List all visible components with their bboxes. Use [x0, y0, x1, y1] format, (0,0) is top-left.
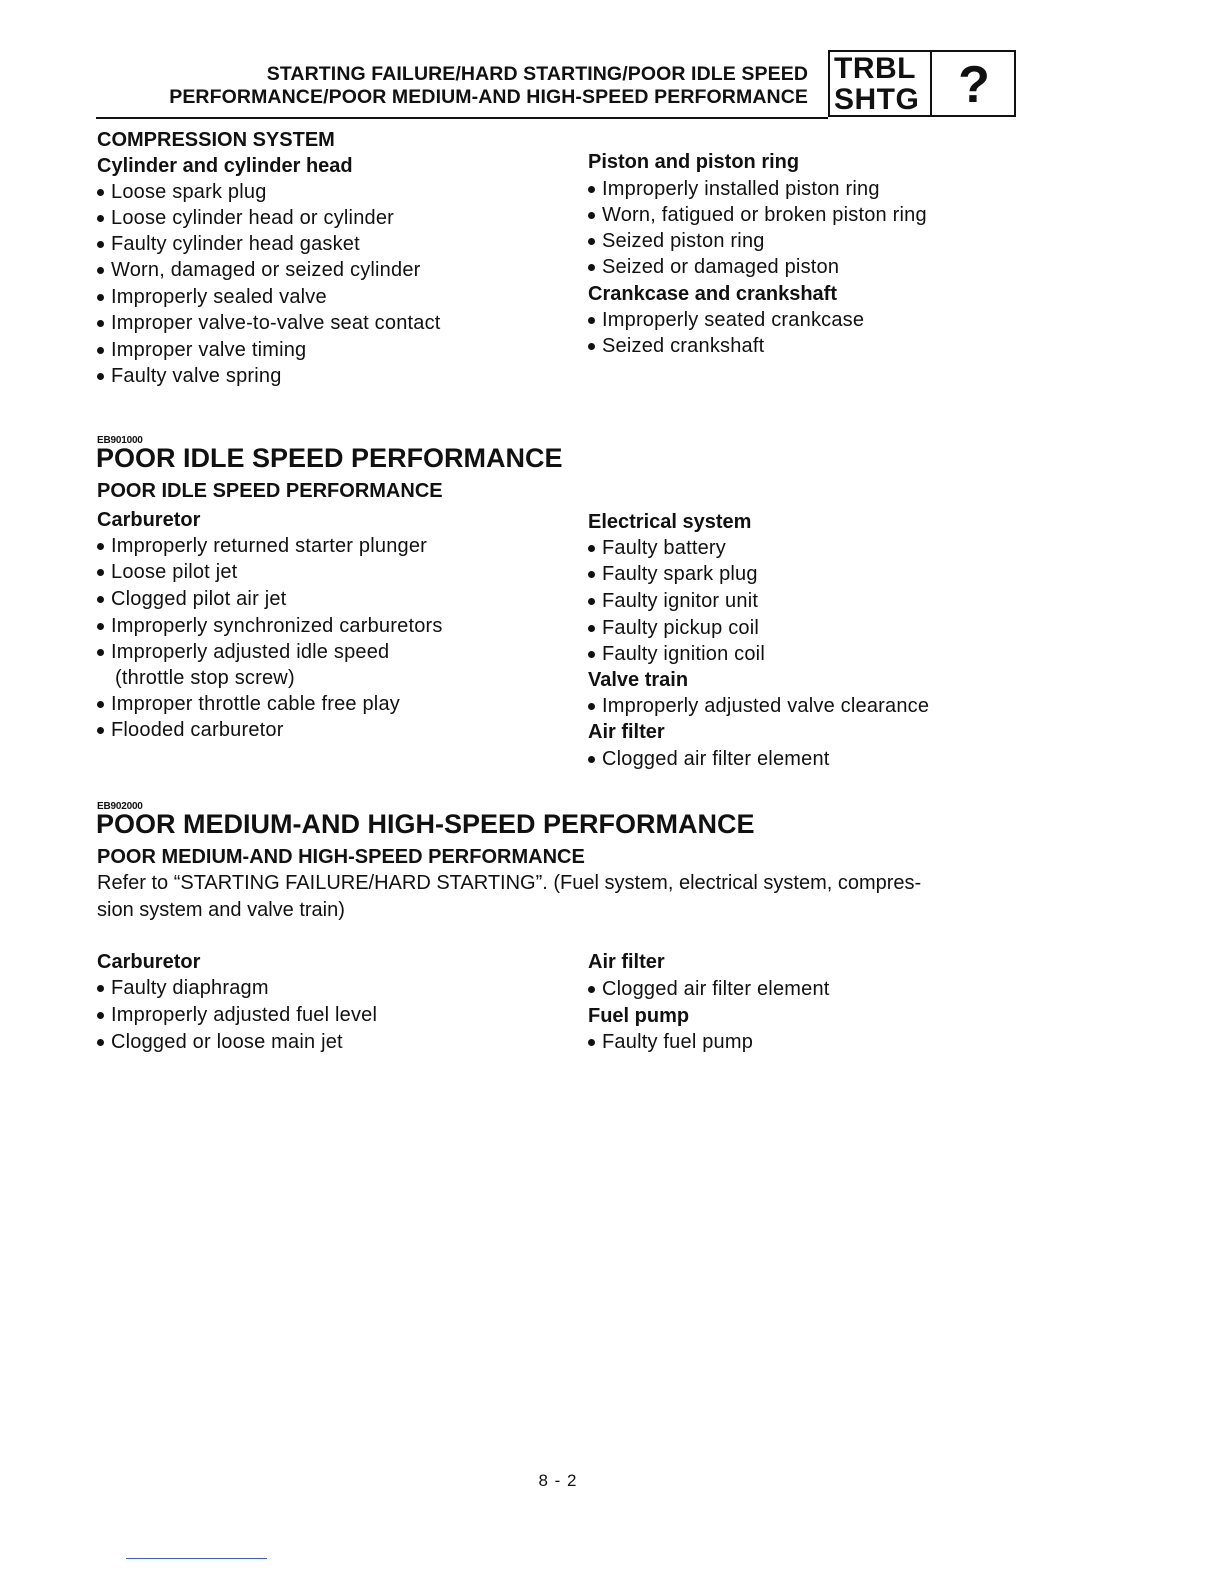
page-number: 8 - 2: [538, 1471, 578, 1490]
list-item: Faulty diaphragm: [97, 977, 269, 1000]
bullet-icon: [588, 651, 595, 658]
bullet-icon: [588, 343, 595, 350]
list-item: Seized crankshaft: [588, 335, 764, 358]
list-item: Improperly adjusted idle speed: [97, 641, 389, 664]
list-item: Improperly adjusted fuel level: [97, 1004, 377, 1027]
crankcase-heading: Crankcase and crankshaft: [588, 283, 838, 305]
list-item: Clogged air filter element: [588, 748, 830, 771]
bullet-icon: [97, 543, 104, 550]
mh-carburetor-heading: Carburetor: [97, 951, 201, 973]
badge-code-bottom: SHTG: [834, 83, 920, 116]
list-item: Faulty fuel pump: [588, 1031, 753, 1054]
list-item: Faulty cylinder head gasket: [97, 233, 360, 256]
idle-valve-train-heading: Valve train: [588, 669, 689, 691]
piston-heading: Piston and piston ring: [588, 151, 800, 173]
idle-electrical-heading: Electrical system: [588, 511, 752, 533]
list-item: Improperly returned starter plunger: [97, 535, 427, 558]
list-item: Improperly seated crankcase: [588, 309, 864, 332]
bullet-icon: [97, 189, 104, 196]
reference-paragraph-line-1: Refer to “STARTING FAILURE/HARD STARTING”. (Fuel system, electrical system, compres-: [97, 872, 922, 894]
list-item: Flooded carburetor: [97, 719, 284, 742]
list-item: Improperly installed piston ring: [588, 178, 880, 201]
list-item: Faulty pickup coil: [588, 617, 759, 640]
list-item: Clogged air filter element: [588, 978, 830, 1001]
list-item: Clogged or loose main jet: [97, 1031, 343, 1054]
medium-high-section-title: POOR MEDIUM-AND HIGH-SPEED PERFORMANCE: [96, 809, 755, 839]
list-item-continuation: (throttle stop screw): [115, 667, 295, 689]
badge-divider: [930, 52, 932, 115]
list-item: Improper valve-to-valve seat contact: [97, 312, 441, 335]
list-item: Faulty valve spring: [97, 365, 282, 388]
reference-paragraph-line-2: sion system and valve train): [97, 899, 345, 921]
bullet-icon: [588, 625, 595, 632]
list-item: Worn, fatigued or broken piston ring: [588, 204, 927, 227]
bullet-icon: [588, 545, 595, 552]
bullet-icon: [97, 701, 104, 708]
section-badge: [828, 50, 1016, 117]
cylinder-head-heading: Cylinder and cylinder head: [97, 155, 353, 177]
list-item: Seized piston ring: [588, 230, 765, 253]
bullet-icon: [97, 294, 104, 301]
medium-high-section-subtitle: POOR MEDIUM-AND HIGH-SPEED PERFORMANCE: [97, 846, 585, 868]
header-rule: [96, 117, 828, 119]
bullet-icon: [97, 373, 104, 380]
list-item: Loose cylinder head or cylinder: [97, 207, 394, 230]
list-item: Faulty spark plug: [588, 563, 758, 586]
list-item: Loose pilot jet: [97, 561, 237, 584]
bullet-icon: [97, 623, 104, 630]
bullet-icon: [97, 985, 104, 992]
bullet-icon: [97, 596, 104, 603]
mh-air-filter-heading: Air filter: [588, 951, 665, 973]
list-item: Faulty battery: [588, 537, 726, 560]
list-item: Clogged pilot air jet: [97, 588, 286, 611]
list-item: Seized or damaged piston: [588, 256, 839, 279]
bullet-icon: [588, 703, 595, 710]
list-item: Improperly synchronized carburetors: [97, 615, 443, 638]
bullet-icon: [588, 238, 595, 245]
bullet-icon: [588, 571, 595, 578]
bullet-icon: [97, 727, 104, 734]
bullet-icon: [588, 264, 595, 271]
bullet-icon: [588, 317, 595, 324]
list-item: Faulty ignitor unit: [588, 590, 758, 613]
header-title-line-2: PERFORMANCE/POOR MEDIUM-AND HIGH-SPEED PERFORMANCE: [169, 86, 808, 108]
bullet-icon: [97, 347, 104, 354]
idle-air-filter-heading: Air filter: [588, 721, 665, 743]
list-item: Improper valve timing: [97, 339, 306, 362]
section-code-idle: EB901000: [97, 435, 143, 446]
bullet-icon: [588, 756, 595, 763]
header-title-line-1: STARTING FAILURE/HARD STARTING/POOR IDLE SPEED: [266, 63, 808, 85]
question-mark-icon: ?: [958, 56, 990, 114]
list-item: Improperly adjusted valve clearance: [588, 695, 929, 718]
list-item: Improper throttle cable free play: [97, 693, 400, 716]
footer-rule: [126, 1558, 267, 1559]
bullet-icon: [97, 569, 104, 576]
bullet-icon: [588, 986, 595, 993]
bullet-icon: [588, 1039, 595, 1046]
mh-fuel-pump-heading: Fuel pump: [588, 1005, 690, 1027]
list-item: Worn, damaged or seized cylinder: [97, 259, 421, 282]
bullet-icon: [588, 186, 595, 193]
bullet-icon: [97, 1012, 104, 1019]
bullet-icon: [97, 320, 104, 327]
bullet-icon: [588, 598, 595, 605]
idle-section-subtitle: POOR IDLE SPEED PERFORMANCE: [97, 480, 443, 502]
list-item: Faulty ignition coil: [588, 643, 765, 666]
bullet-icon: [97, 267, 104, 274]
bullet-icon: [97, 215, 104, 222]
idle-section-title: POOR IDLE SPEED PERFORMANCE: [96, 443, 563, 473]
list-item: Loose spark plug: [97, 181, 267, 204]
bullet-icon: [588, 212, 595, 219]
list-item: Improperly sealed valve: [97, 286, 327, 309]
bullet-icon: [97, 1039, 104, 1046]
section-code-medium-high: EB902000: [97, 801, 143, 812]
idle-carburetor-heading: Carburetor: [97, 509, 201, 531]
badge-code-top: TRBL: [834, 52, 916, 85]
bullet-icon: [97, 241, 104, 248]
compression-system-title: COMPRESSION SYSTEM: [97, 129, 335, 151]
bullet-icon: [97, 649, 104, 656]
